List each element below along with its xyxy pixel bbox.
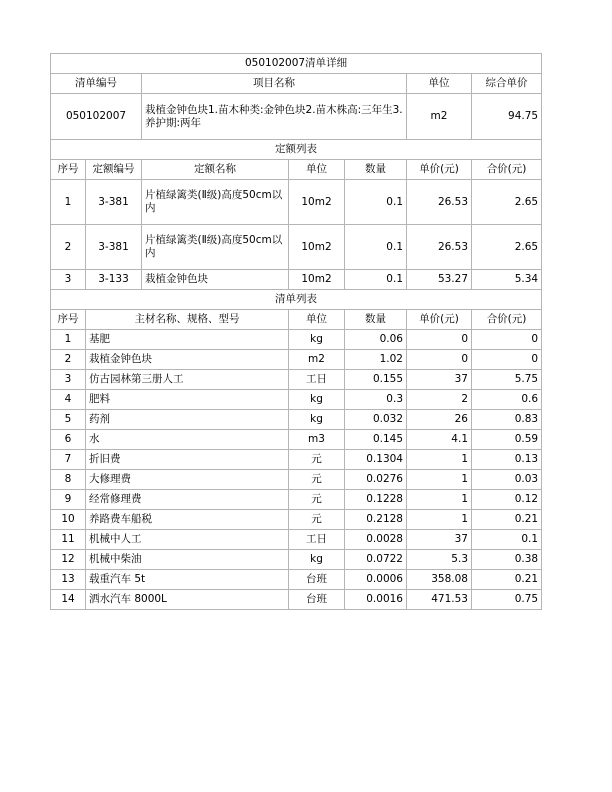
material-total: 0.59 [472, 430, 542, 450]
material-header-name: 主材名称、规格、型号 [86, 310, 289, 330]
material-name: 折旧费 [86, 450, 289, 470]
material-no: 10 [51, 510, 86, 530]
material-price: 358.08 [407, 570, 472, 590]
quota-price: 26.53 [407, 180, 472, 225]
material-unit: kg [289, 550, 345, 570]
material-row [51, 510, 542, 530]
quota-no: 1 [51, 180, 86, 225]
material-name: 药剂 [86, 410, 289, 430]
material-header-no: 序号 [51, 310, 86, 330]
material-name: 养路费车船税 [86, 510, 289, 530]
material-no: 4 [51, 390, 86, 410]
material-row [51, 550, 542, 570]
bill-code: 050102007 [51, 94, 142, 140]
material-no: 7 [51, 450, 86, 470]
material-price: 37 [407, 370, 472, 390]
material-name: 大修理费 [86, 470, 289, 490]
material-row [51, 450, 542, 470]
material-row [51, 330, 542, 350]
material-qty: 0.06 [345, 330, 407, 350]
material-no: 14 [51, 590, 86, 610]
material-no: 2 [51, 350, 86, 370]
material-price: 5.3 [407, 550, 472, 570]
material-total: 0.03 [472, 470, 542, 490]
material-unit: 工日 [289, 370, 345, 390]
material-header-row [51, 310, 542, 330]
quota-name: 栽植金钟色块 [142, 270, 289, 290]
material-row [51, 430, 542, 450]
material-price: 1 [407, 490, 472, 510]
material-price: 37 [407, 530, 472, 550]
material-header-qty: 数量 [345, 310, 407, 330]
material-no: 12 [51, 550, 86, 570]
quota-header-qty: 数量 [345, 160, 407, 180]
bill-header-unit: 单位 [407, 74, 472, 94]
material-qty: 0.0722 [345, 550, 407, 570]
quota-header-code: 定额编号 [86, 160, 142, 180]
quota-header-name: 定额名称 [142, 160, 289, 180]
material-unit: 台班 [289, 590, 345, 610]
material-total: 0.21 [472, 570, 542, 590]
material-qty: 0.1304 [345, 450, 407, 470]
material-name: 载重汽车 5t [86, 570, 289, 590]
material-name: 栽植金钟色块 [86, 350, 289, 370]
material-total: 0.83 [472, 410, 542, 430]
quota-unit: 10m2 [289, 225, 345, 270]
bill-detail-table [50, 53, 542, 610]
quota-no: 3 [51, 270, 86, 290]
material-no: 13 [51, 570, 86, 590]
material-unit: 元 [289, 470, 345, 490]
quota-qty: 0.1 [345, 180, 407, 225]
material-qty: 0.032 [345, 410, 407, 430]
quota-unit: 10m2 [289, 270, 345, 290]
material-unit: 工日 [289, 530, 345, 550]
material-no: 1 [51, 330, 86, 350]
quota-price: 26.53 [407, 225, 472, 270]
material-name: 水 [86, 430, 289, 450]
material-price: 0 [407, 350, 472, 370]
material-header-total: 合价(元) [472, 310, 542, 330]
quota-header-no: 序号 [51, 160, 86, 180]
material-price: 1 [407, 470, 472, 490]
material-qty: 0.2128 [345, 510, 407, 530]
material-total: 0 [472, 330, 542, 350]
bill-unit: m2 [407, 94, 472, 140]
material-qty: 0.0276 [345, 470, 407, 490]
material-total: 0.12 [472, 490, 542, 510]
material-qty: 0.0006 [345, 570, 407, 590]
material-price: 471.53 [407, 590, 472, 610]
material-price: 0 [407, 330, 472, 350]
quota-unit: 10m2 [289, 180, 345, 225]
material-row [51, 470, 542, 490]
quota-total: 2.65 [472, 180, 542, 225]
material-total: 0.75 [472, 590, 542, 610]
material-total: 5.75 [472, 370, 542, 390]
quota-qty: 0.1 [345, 270, 407, 290]
quota-code: 3-133 [86, 270, 142, 290]
material-qty: 0.0028 [345, 530, 407, 550]
quota-no: 2 [51, 225, 86, 270]
bill-price: 94.75 [472, 94, 542, 140]
material-unit: kg [289, 390, 345, 410]
quota-header-unit: 单位 [289, 160, 345, 180]
material-unit: m3 [289, 430, 345, 450]
quota-qty: 0.1 [345, 225, 407, 270]
material-name: 基肥 [86, 330, 289, 350]
quota-total: 2.65 [472, 225, 542, 270]
bill-header-name: 项目名称 [142, 74, 407, 94]
quota-code: 3-381 [86, 225, 142, 270]
material-name: 仿古园林第三册人工 [86, 370, 289, 390]
material-row [51, 530, 542, 550]
material-name: 经常修理费 [86, 490, 289, 510]
material-price: 2 [407, 390, 472, 410]
quota-row [51, 225, 542, 270]
material-row [51, 570, 542, 590]
material-unit: kg [289, 330, 345, 350]
material-qty: 0.1228 [345, 490, 407, 510]
material-qty: 0.155 [345, 370, 407, 390]
quota-row [51, 180, 542, 225]
material-price: 4.1 [407, 430, 472, 450]
material-unit: 元 [289, 510, 345, 530]
material-section-title: 清单列表 [51, 290, 542, 310]
bill-header-code: 清单编号 [51, 74, 142, 94]
material-total: 0.38 [472, 550, 542, 570]
material-row [51, 490, 542, 510]
material-total: 0.13 [472, 450, 542, 470]
quota-name: 片植绿篱类(Ⅱ级)高度50cm以内 [142, 180, 289, 225]
material-row [51, 370, 542, 390]
material-no: 11 [51, 530, 86, 550]
material-unit: 元 [289, 450, 345, 470]
material-unit: 元 [289, 490, 345, 510]
material-unit: 台班 [289, 570, 345, 590]
quota-section-title: 定额列表 [51, 140, 542, 160]
material-name: 机械中人工 [86, 530, 289, 550]
bill-header-row [51, 74, 542, 94]
quota-header-price: 单价(元) [407, 160, 472, 180]
material-qty: 0.3 [345, 390, 407, 410]
material-row [51, 590, 542, 610]
material-row [51, 410, 542, 430]
material-price: 1 [407, 510, 472, 530]
material-total: 0 [472, 350, 542, 370]
material-total: 0.6 [472, 390, 542, 410]
material-no: 9 [51, 490, 86, 510]
material-no: 5 [51, 410, 86, 430]
material-qty: 1.02 [345, 350, 407, 370]
material-name: 洒水汽车 8000L [86, 590, 289, 610]
material-row [51, 350, 542, 370]
bill-header-price: 综合单价 [472, 74, 542, 94]
quota-price: 53.27 [407, 270, 472, 290]
material-name: 机械中柴油 [86, 550, 289, 570]
bill-row [51, 94, 542, 140]
material-price: 26 [407, 410, 472, 430]
material-qty: 0.0016 [345, 590, 407, 610]
quota-name: 片植绿篱类(Ⅱ级)高度50cm以内 [142, 225, 289, 270]
material-no: 3 [51, 370, 86, 390]
quota-row [51, 270, 542, 290]
quota-total: 5.34 [472, 270, 542, 290]
material-qty: 0.145 [345, 430, 407, 450]
material-no: 8 [51, 470, 86, 490]
material-header-unit: 单位 [289, 310, 345, 330]
material-unit: kg [289, 410, 345, 430]
bill-name: 栽植金钟色块1.苗木种类:金钟色块2.苗木株高:三年生3.养护期:两年 [142, 94, 407, 140]
quota-header-total: 合价(元) [472, 160, 542, 180]
material-header-price: 单价(元) [407, 310, 472, 330]
quota-header-row [51, 160, 542, 180]
material-total: 0.21 [472, 510, 542, 530]
material-no: 6 [51, 430, 86, 450]
material-price: 1 [407, 450, 472, 470]
material-name: 肥料 [86, 390, 289, 410]
material-total: 0.1 [472, 530, 542, 550]
quota-code: 3-381 [86, 180, 142, 225]
sheet-title: 050102007清单详细 [51, 54, 542, 74]
material-row [51, 390, 542, 410]
material-unit: m2 [289, 350, 345, 370]
